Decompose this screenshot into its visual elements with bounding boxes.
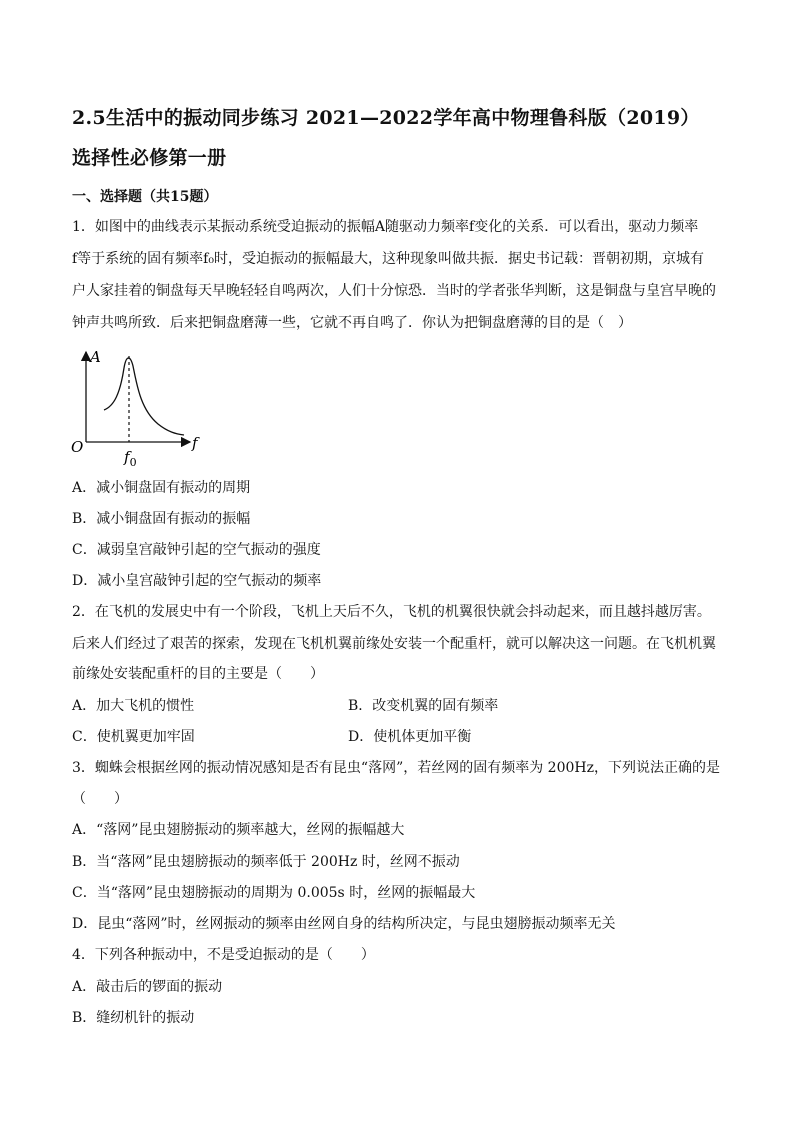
question-3-line-2: （ ） xyxy=(72,791,128,807)
question-2-option-d[interactable]: D．使机体更加平衡 xyxy=(348,729,472,745)
resonance-graph xyxy=(66,346,216,470)
y-axis-label: A xyxy=(90,348,101,366)
question-2-option-b[interactable]: B．改变机翼的固有频率 xyxy=(348,698,499,714)
question-1-line-3: 户人家挂着的铜盘每天早晚轻轻自鸣两次，人们十分惊恐．当时的学者张华判断，这是铜盘与皇宫早晚的 xyxy=(72,283,716,299)
resonance-curve xyxy=(104,358,184,435)
question-4-line-1: 4．下列各种振动中，不是受迫振动的是（ ） xyxy=(72,947,375,963)
question-3-option-a[interactable]: A．“落网”昆虫翅膀振动的频率越大，丝网的振幅越大 xyxy=(72,822,405,838)
question-2-option-c[interactable]: C．使机翼更加牢固 xyxy=(72,729,195,745)
question-3-line-1: 3．蜘蛛会根据丝网的振动情况感知是否有昆虫“落网”，若丝网的固有频率为 200Hz，下列说法正确的是 xyxy=(72,760,720,776)
question-1-option-d[interactable]: D．减小皇宫敲钟引起的空气振动的频率 xyxy=(72,573,322,589)
question-3-option-c[interactable]: C．当“落网”昆虫翅膀振动的周期为 0.005s 时，丝网的振幅最大 xyxy=(72,885,476,901)
question-1-line-1: 1．如图中的曲线表示某振动系统受迫振动的振幅A随驱动力频率f变化的关系．可以看出，驱动力频率 xyxy=(72,219,699,235)
question-3-option-b[interactable]: B．当“落网”昆虫翅膀振动的频率低于 200Hz 时，丝网不振动 xyxy=(72,854,460,870)
question-1-option-b[interactable]: B．减小铜盘固有振动的振幅 xyxy=(72,511,251,527)
question-3-option-d[interactable]: D．昆虫“落网”时，丝网振动的频率由丝网自身的结构所决定，与昆虫翅膀振动频率无关 xyxy=(72,916,616,932)
question-2-option-a[interactable]: A．加大飞机的惯性 xyxy=(72,698,195,714)
document-title-line-1: 2.5生活中的振动同步练习 2021—2022学年高中物理鲁科版（2019） xyxy=(72,107,700,129)
peak-frequency-label: $f_0$ xyxy=(124,448,137,469)
question-1-line-2: f等于系统的固有频率f₀时，受迫振动的振幅最大，这种现象叫做共振．据史书记载：晋朝初期，京城有 xyxy=(72,251,704,267)
question-4-option-a[interactable]: A．敲击后的锣面的振动 xyxy=(72,979,223,995)
document-title-line-2: 选择性必修第一册 xyxy=(72,147,227,169)
x-axis-label: f xyxy=(192,434,198,452)
question-2-line-1: 2．在飞机的发展史中有一个阶段，飞机上天后不久，飞机的机翼很快就会抖动起来，而且越抖越厉害。 xyxy=(72,604,711,620)
section-heading: 一、选择题（共15题） xyxy=(72,189,218,205)
question-1-line-4: 钟声共鸣所致．后来把铜盘磨薄一些，它就不再自鸣了．你认为把铜盘磨薄的目的是（ ） xyxy=(72,315,632,331)
question-1-option-c[interactable]: C．减弱皇宫敲钟引起的空气振动的强度 xyxy=(72,542,321,558)
question-2-line-2: 后来人们经过了艰苦的探索，发现在飞机机翼前缘处安装一个配重杆，就可以解决这一问题。在飞机机翼 xyxy=(72,636,716,652)
question-2-line-3: 前缘处安装配重杆的目的主要是（ ） xyxy=(72,666,324,682)
question-1-option-a[interactable]: A．减小铜盘固有振动的周期 xyxy=(72,480,251,496)
origin-label: O xyxy=(71,438,84,456)
question-4-option-b[interactable]: B．缝纫机针的振动 xyxy=(72,1010,195,1026)
